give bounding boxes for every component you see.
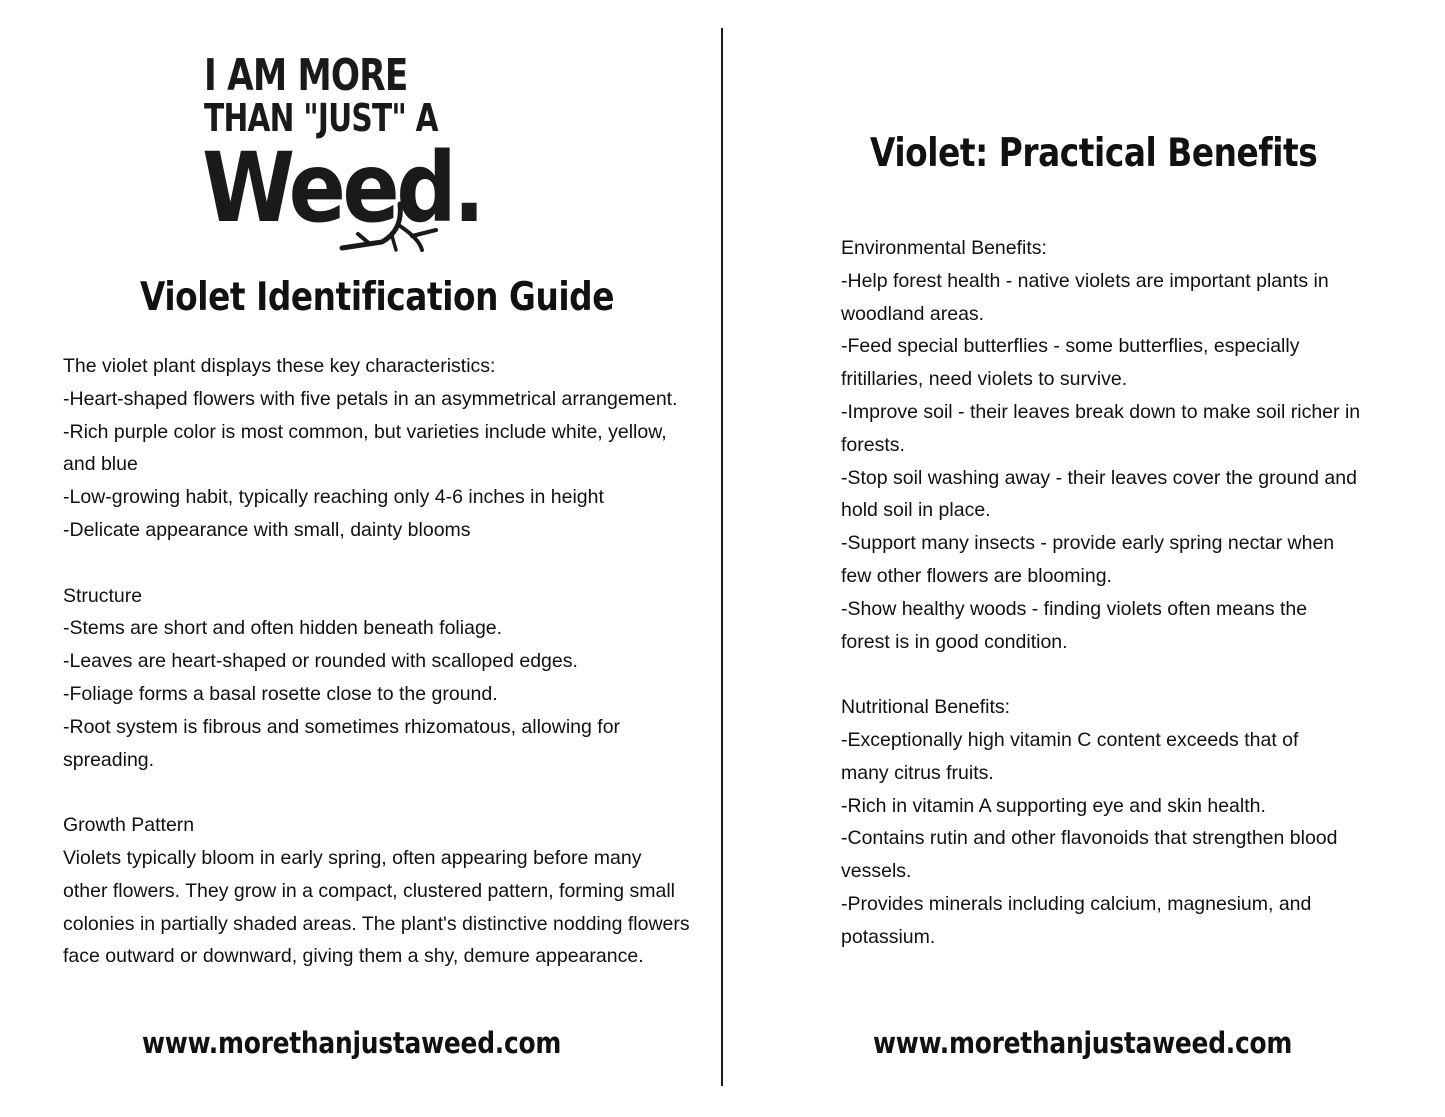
text-line: -Exceptionally high vitamin C content exceeds that of: [841, 728, 1299, 751]
text-line: Nutritional Benefits:: [841, 696, 1011, 719]
text-line: face outward or downward, giving them a shy, demure appearance.: [63, 945, 644, 968]
text-line: and blue: [63, 453, 138, 476]
identification-text: [63, 350, 703, 973]
text-line: Violets typically bloom in early spring, often appearing before many: [63, 846, 642, 869]
text-line: -Rich purple color is most common, but varieties include white, yellow,: [63, 420, 667, 443]
text-line: hold soil in place.: [841, 499, 991, 522]
text-line: -Help forest health - native violets are important plants in: [841, 269, 1329, 292]
brand-logo: [200, 44, 482, 254]
left-page: [0, 0, 722, 1117]
text-line: -Leaves are heart-shaped or rounded with scalloped edges.: [63, 650, 578, 673]
text-line: -Feed special butterflies - some butterflies, especially: [841, 335, 1300, 358]
text-line: -Rich in vitamin A supporting eye and skin health.: [841, 794, 1266, 817]
text-line: fritillaries, need violets to survive.: [841, 368, 1128, 391]
text-line: vessels.: [841, 860, 912, 883]
text-line: -Heart-shaped flowers with five petals in an asymmetrical arrangement.: [63, 387, 678, 410]
text-line: -Low-growing habit, typically reaching only 4-6 inches in height: [63, 486, 604, 509]
text-line: other flowers. They grow in a compact, clustered pattern, forming small: [63, 879, 675, 902]
logo-weed-word: Weed.: [202, 132, 482, 244]
page-title: Violet: Practical Benefits: [870, 131, 1318, 176]
text-line: The violet plant displays these key characteristics:: [63, 355, 496, 377]
website-url: www.morethanjustaweed.com: [873, 1026, 1293, 1060]
text-line: spreading.: [63, 748, 155, 771]
blank-line: [63, 547, 703, 580]
right-page: [723, 0, 1445, 1117]
text-line: Environmental Benefits:: [841, 237, 1047, 259]
website-url: www.morethanjustaweed.com: [142, 1026, 562, 1060]
text-line: colonies in partially shaded areas. The plant's distinctive nodding flowers: [63, 912, 690, 935]
text-line: -Stop soil washing away - their leaves cover the ground and: [841, 466, 1357, 489]
text-line: -Foliage forms a basal rosette close to the ground.: [63, 682, 498, 705]
text-line: -Improve soil - their leaves break down to make soil richer in: [841, 400, 1361, 423]
text-line: -Stems are short and often hidden beneath foliage.: [63, 617, 503, 640]
text-line: -Contains rutin and other flavonoids that strengthen blood: [841, 827, 1338, 850]
text-line: -Provides minerals including calcium, magnesium, and: [841, 892, 1312, 915]
text-line: few other flowers are blooming.: [841, 564, 1112, 587]
text-line: many citrus fruits.: [841, 761, 994, 784]
text-line: forests.: [841, 433, 905, 456]
text-line: Structure: [63, 584, 143, 607]
roots-icon: [330, 164, 450, 254]
page-title: Violet Identification Guide: [140, 275, 615, 320]
benefits-text: [841, 232, 1431, 954]
text-line: -Support many insects - provide early spring nectar when: [841, 532, 1335, 555]
text-line: Growth Pattern: [63, 814, 195, 837]
blank-line: [841, 658, 1431, 691]
text-line: -Show healthy woods - finding violets often means the: [841, 597, 1308, 620]
blank-line: [63, 776, 703, 809]
text-line: -Delicate appearance with small, dainty blooms: [63, 518, 471, 541]
logo-line-2: THAN "JUST" A: [204, 96, 438, 140]
logo-line-1: I AM MORE: [204, 50, 408, 101]
text-line: potassium.: [841, 925, 936, 948]
text-line: forest is in good condition.: [841, 630, 1068, 653]
text-line: -Root system is fibrous and sometimes rhizomatous, allowing for: [63, 715, 621, 738]
text-line: woodland areas.: [841, 302, 985, 325]
